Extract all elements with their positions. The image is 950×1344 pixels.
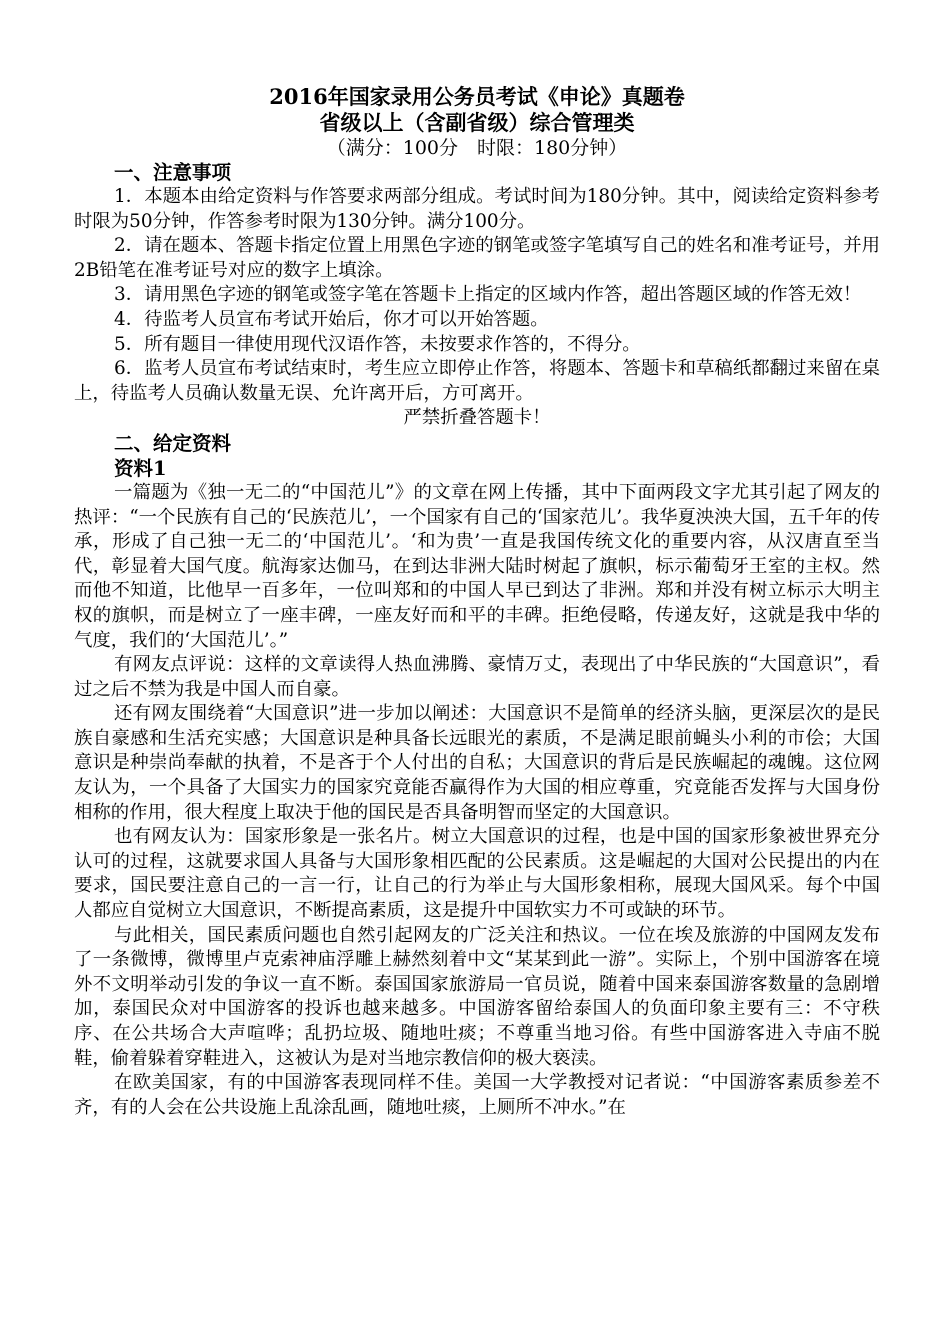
material-1-heading: 资料1 xyxy=(114,456,167,480)
material-paragraph: 在欧美国家，有的中国游客表现同样不佳。美国一大学教授对记者说：“中国游客素质参差不齐，有的人会在公共设施上乱涂乱画，随地吐痰，上厕所不冲水。”在 xyxy=(74,1072,880,1118)
warning-text: 严禁折叠答题卡！ xyxy=(403,407,551,429)
notice-item: 6．监考人员宣布考试结束时，考生应立即停止作答，将题本、答题卡和草稿纸都翻过来留在桌上，待监考人员确认数量无误、允许离开后，方可离开。 xyxy=(74,358,880,404)
notice-item: 1．本题本由给定资料与作答要求两部分组成。考试时间为180分钟。其中，阅读给定资料参考时限为50分钟，作答参考时限为130分钟。满分100分。 xyxy=(74,186,880,232)
notice-item: 3．请用黑色字迹的钢笔或签字笔在答题卡上指定的区域内作答，超出答题区域的作答无效！ xyxy=(114,284,862,306)
notice-item: 2．请在题本、答题卡指定位置上用黑色字迹的钢笔或签字笔填写自己的姓名和准考证号，并用2B铅笔在准考证号对应的数字上填涂。 xyxy=(74,235,880,281)
document-page xyxy=(74,84,880,1120)
document-title: 2016年国家录用公务员考试《申论》真题卷 xyxy=(269,84,685,109)
score-time-limit: （满分：100分 时限：180分钟） xyxy=(326,137,628,159)
material-paragraph: 与此相关，国民素质问题也自然引起网友的广泛关注和热议。一位在埃及旅游的中国网友发布了一条微博，微博里卢克索神庙浮雕上赫然刻着中文“某某到此一游”。实际上，个别中国游客在境外不文明举动引发的争议一直不断。泰国国家旅游局一官员说，随着中国来泰国游客数量的急剧增加，泰国民众对中国游客的投诉也越来越多。中国游客留给泰国人的负面印象主要有三：不守秩序、在公共场合大声喧哗；乱扔垃圾、随地吐痰；不尊重当地习俗。有些中国游客进入寺庙不脱鞋，偷着躲着穿鞋进入，这被认为是对当地宗教信仰的极大亵渎。 xyxy=(74,924,880,1069)
material-paragraph: 有网友点评说：这样的文章读得人热血沸腾、豪情万丈，表现出了中华民族的“大国意识”，看过之后不禁为我是中国人而自豪。 xyxy=(74,654,880,700)
material-paragraph: 还有网友围绕着“大国意识”进一步加以阐述：大国意识不是简单的经济头脑，更深层次的是民族自豪感和生活充实感；大国意识是种具备长远眼光的素质，不是满足眼前蝇头小利的市侩；大国意识是种崇尚奉献的执着，不是吝于个人付出的自私；大国意识的背后是民族崛起的魂魄。这位网友认为，一个具备了大国实力的国家究竟能否赢得作为大国的相应尊重，究竟能否发挥与大国身份相称的作用，很大程度上取决于他的国民是否具备明智而坚定的大国意识。 xyxy=(74,703,880,823)
materials-heading: 二、给定资料 xyxy=(114,431,232,455)
notice-item: 4．待监考人员宣布考试开始后，你才可以开始答题。 xyxy=(114,308,549,330)
notice-item: 5．所有题目一律使用现代汉语作答，未按要求作答的，不得分。 xyxy=(114,333,641,355)
document-subtitle: 省级以上（含副省级）综合管理类 xyxy=(319,110,635,135)
notice-heading: 一、注意事项 xyxy=(114,161,232,184)
material-paragraph: 一篇题为《独一无二的“中国范儿”》的文章在网上传播，其中下面两段文字尤其引起了网友的热评：“一个民族有自己的‘民族范儿’，一个国家有自己的‘国家范儿’。我华夏泱泱大国，五千年的传承，形成了自己独一无二的‘中国范儿’。‘和为贵’一直是我国传统文化的重要内容，从汉唐直至当代，彰显着大国气度。航海家达伽马，在到达非洲大陆时树起了旗帜，标示葡萄牙王室的主权。然而他不知道，比他早一百多年，一位叫郑和的中国人早已到达了非洲。郑和并没有树立标示大明主权的旗帜，而是树立了一座丰碑，一座友好而和平的丰碑。拒绝侵略，传递友好，这就是我中华的气度，我们的‘大国范儿’。” xyxy=(74,481,880,651)
material-paragraph: 也有网友认为：国家形象是一张名片。树立大国意识的过程，也是中国的国家形象被世界充分认可的过程，这就要求国人具备与大国形象相匹配的公民素质。这是崛起的大国对公民提出的内在要求，国民要注意自己的一言一行，让自己的行为举止与大国形象相称，展现大国风采。每个中国人都应自觉树立大国意识，不断提高素质，这是提升中国软实力不可或缺的环节。 xyxy=(74,826,880,922)
